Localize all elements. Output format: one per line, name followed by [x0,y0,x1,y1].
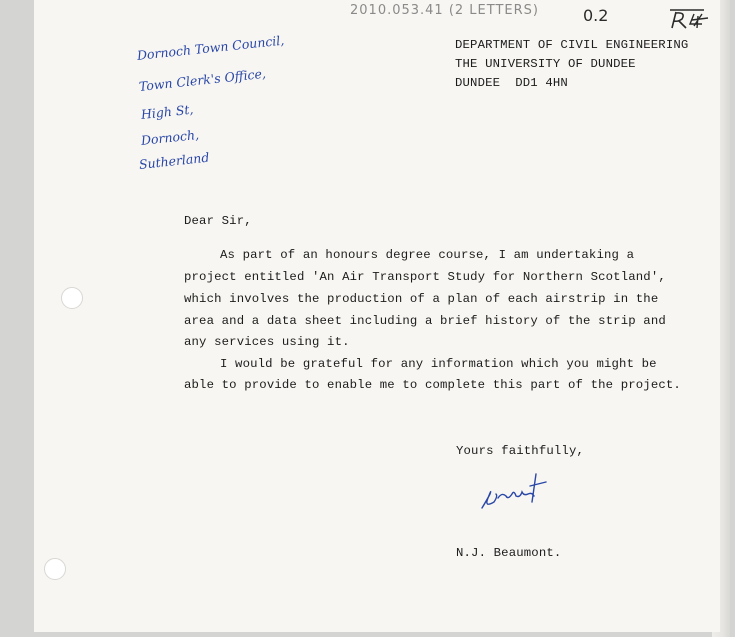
recipient-address-line: Dornoch Town Council, [136,32,285,63]
paragraph2-line: able to provide to enable me to complete this part of the project. [184,378,681,392]
archive-item-number: 0.2 [583,6,609,25]
paragraph1-line: project entitled 'An Air Transport Study for Northern Scotland', [184,270,666,284]
paragraph1-line: any services using it. [184,335,350,349]
signature-scribble [476,468,556,516]
recipient-address-line: Dornoch, [140,126,200,148]
letterhead-department: DEPARTMENT OF CIVIL ENGINEERING [455,38,689,52]
archive-reference: 2010.053.41 (2 LETTERS) [350,3,539,18]
signatory-name: N.J. Beaumont. [456,546,562,560]
paragraph1-line: As part of an honours degree course, I am undertaking a [220,248,635,262]
paragraph1-line: which involves the production of a plan of each airstrip in the [184,292,659,306]
punch-hole-lower [44,558,66,580]
recipient-address-line: Town Clerk's Office, [138,65,267,94]
punch-hole-upper [61,287,83,309]
corner-ink-mark [664,6,712,32]
recipient-address-line: High St, [140,101,194,122]
paragraph1-line: area and a data sheet including a brief history of the strip and [184,314,666,328]
closing: Yours faithfully, [456,444,584,458]
paragraph2-line: I would be grateful for any information which you might be [220,357,657,371]
salutation: Dear Sir, [184,214,252,228]
letterhead-university: THE UNIVERSITY OF DUNDEE [455,57,636,71]
letterhead-city-postcode: DUNDEE DD1 4HN [455,76,568,90]
recipient-address-line: Sutherland [138,149,210,172]
